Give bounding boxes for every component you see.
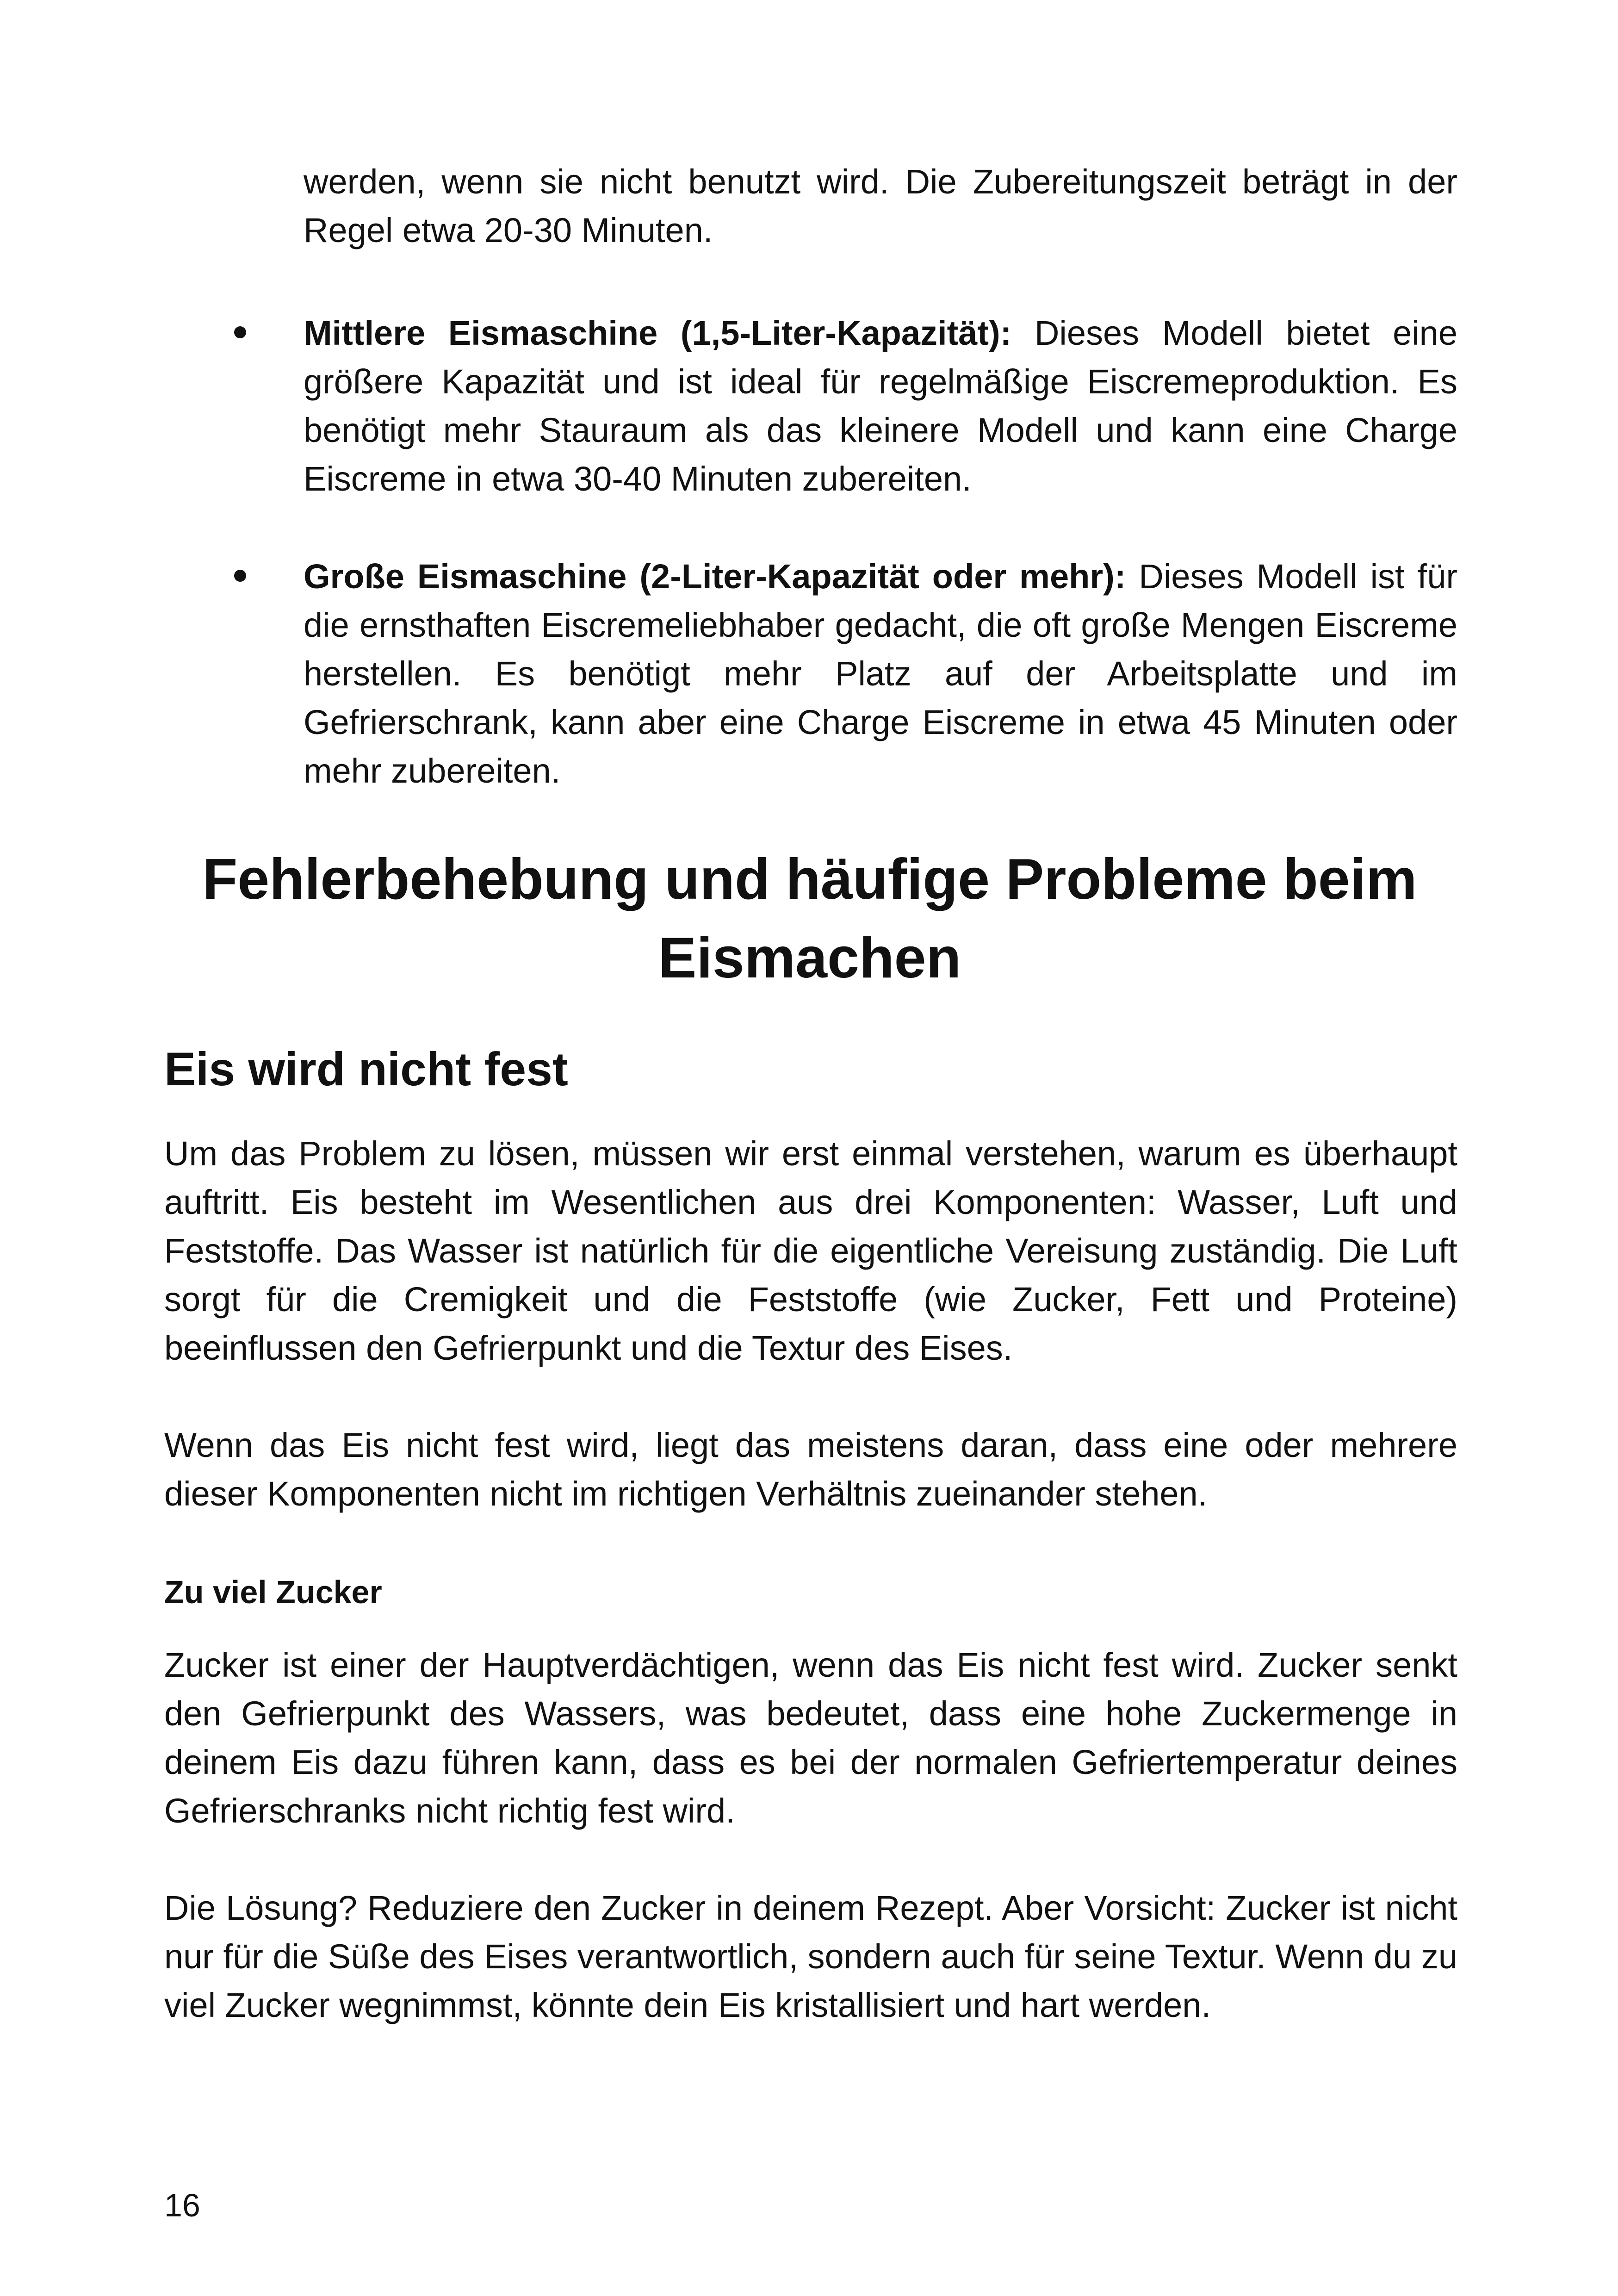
minor-heading: Zu viel Zucker bbox=[164, 1574, 382, 1610]
bullet-icon bbox=[234, 570, 246, 582]
subsection-title: Eis wird nicht fest bbox=[164, 1043, 568, 1095]
page-number: 16 bbox=[164, 2187, 200, 2223]
list-item-text: Dieses Modell ist für die ernsthaften Eiscremeliebhaber gedacht, die oft große Mengen Eiscreme herstellen. Es benötigt mehr Platz auf der Arbeitsplatte und im Gefrierschrank, kann aber eine Charge Eiscreme in etwa 45 Minuten oder mehr zubereiten. bbox=[304, 557, 1457, 790]
list-item-label: Mittlere Eismaschine (1,5-Liter-Kapazität): bbox=[304, 314, 1012, 352]
section-title: Fehlerbehebung und häufige Probleme beim Eismachen bbox=[202, 847, 1417, 990]
body-paragraph: Zucker ist einer der Hauptverdächtigen, wenn das Eis nicht fest wird. Zucker senkt den Gefrierpunkt des Wassers, was bedeutet, dass eine hohe Zuckermenge in deinem Eis dazu führen kann, dass es bei der normalen Gefriertemperatur deines Gefrierschranks nicht richtig fest wird. bbox=[164, 1646, 1457, 1830]
bullet-icon bbox=[234, 326, 246, 338]
body-paragraph: Um das Problem zu lösen, müssen wir erst einmal verstehen, warum es überhaupt auftritt. Eis besteht im Wesentlichen aus drei Komponenten: Wasser, Luft und Feststoffe. Das Wasser ist natürlich für die eigentliche Vereisung zuständig. Die Luft sorgt für die Cremigkeit und die Feststoffe (wie Zucker, Fett und Proteine) beeinflussen den Gefrierpunkt und die Textur des Eises. bbox=[164, 1134, 1457, 1367]
list-item bbox=[304, 309, 1457, 503]
list-item bbox=[304, 552, 1457, 795]
body-paragraph: Wenn das Eis nicht fest wird, liegt das meistens daran, dass eine oder mehrere dieser Komponenten nicht im richtigen Verhältnis zueinander stehen. bbox=[164, 1426, 1457, 1513]
list-item-label: Große Eismaschine (2-Liter-Kapazität oder mehr): bbox=[304, 557, 1126, 596]
body-paragraph: Die Lösung? Reduziere den Zucker in deinem Rezept. Aber Vorsicht: Zucker ist nicht nur für die Süße des Eises verantwortlich, sondern auch für seine Textur. Wenn du zu viel Zucker wegnimmst, könnte dein Eis kristallisiert und hart werden. bbox=[164, 1889, 1457, 2024]
continuation-paragraph: werden, wenn sie nicht benutzt wird. Die Zubereitungszeit beträgt in der Regel etwa 20-30 Minuten. bbox=[304, 162, 1457, 249]
list-item-text: Dieses Modell bietet eine größere Kapazität und ist ideal für regelmäßige Eiscremeproduktion. Es benötigt mehr Stauraum als das kleinere Modell und kann eine Charge Eiscreme in etwa 30-40 Minuten zubereiten. bbox=[304, 314, 1457, 498]
